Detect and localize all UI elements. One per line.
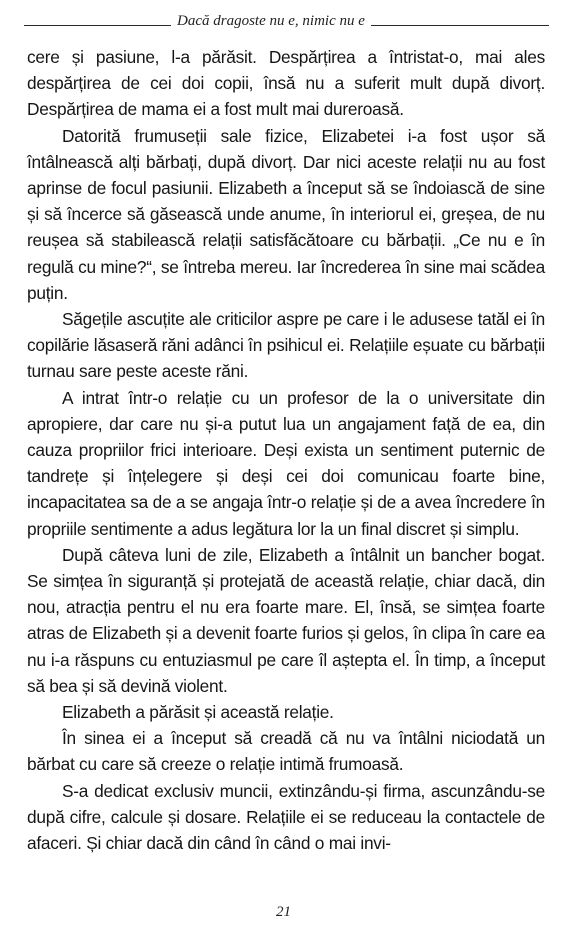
header-rule-right	[371, 25, 549, 26]
paragraph-1: cere și pasiune, l-a părăsit. Despărțirea a întristat-o, mai ales despărțirea de cei doi copii, însă nu a suferit mult după divorț. Despărțirea de mama ei a fost mult mai dureroasă.	[27, 47, 545, 120]
page-number: 21	[276, 904, 291, 920]
running-title: Dacă dragoste nu e, nimic nu e	[177, 13, 365, 29]
paragraph-8: S-a dedicat exclusiv muncii, extinzându-și firma, ascunzându-se după cifre, calcule și dosare. Relațiile ei se reduceau la contactele de afaceri. Și chiar dacă din când în când o mai invi-	[27, 780, 545, 854]
page-body	[27, 44, 545, 856]
paragraph-4: A intrat într-o relație cu un profesor de la o universitate din apropiere, dar care nu și-a putut lua un angajament față de ea, din cauza propriilor frici interioare. Deși exista un sentiment puternic de tandrețe și înțelegere și deși cei doi comunicau foarte bine, incapacitatea sa de a se angaja într-o relație și de a avea încredere în propriile sentimente a adus legătura lor la un final discret și simplu.	[27, 387, 545, 539]
paragraph-6: Elizabeth a părăsit și această relație.	[62, 702, 334, 723]
header-rule-left	[24, 25, 171, 26]
paragraph-2: Datorită frumuseții sale fizice, Elizabetei i-a fost ușor să întâlnească alți bărbați, după divorț. Dar nici aceste relații nu au fost aprinse de focul pasiunii. Elizabeth a început să se îndoiască de sine și să încerce să găsească unde anume, în interiorul ei, greșea, de nu reușea să stabilească relații satisfăcătoare cu bărbații. „Ce nu e în regulă cu mine?“, se întreba mereu. Iar încrederea în sine mai scădea puțin.	[27, 125, 545, 303]
paragraph-7: În sinea ei a început să creadă că nu va întâlni niciodată un bărbat cu care să creeze o relație intimă frumoasă.	[27, 728, 545, 775]
running-header	[24, 4, 549, 30]
paragraph-3: Săgețile ascuțite ale criticilor aspre pe care i le adusese tatăl ei în copilărie lăsaseră răni adânci în psihicul ei. Relațiile eșuate cu bărbații turnau sare peste aceste răni.	[27, 309, 545, 382]
paragraph-5: După câteva luni de zile, Elizabeth a întâlnit un bancher bogat. Se simțea în siguranță și protejată de această relație, chiar dacă, din nou, atracția pentru el nu era foarte mare. El, însă, se simțea foarte atras de Elizabeth și a devenit foarte furios și gelos, în clipa în care ea nu i-a răspuns cu entuziasmul pe care îl aștepta el. În timp, a început să bea și să devină violent.	[27, 544, 545, 696]
